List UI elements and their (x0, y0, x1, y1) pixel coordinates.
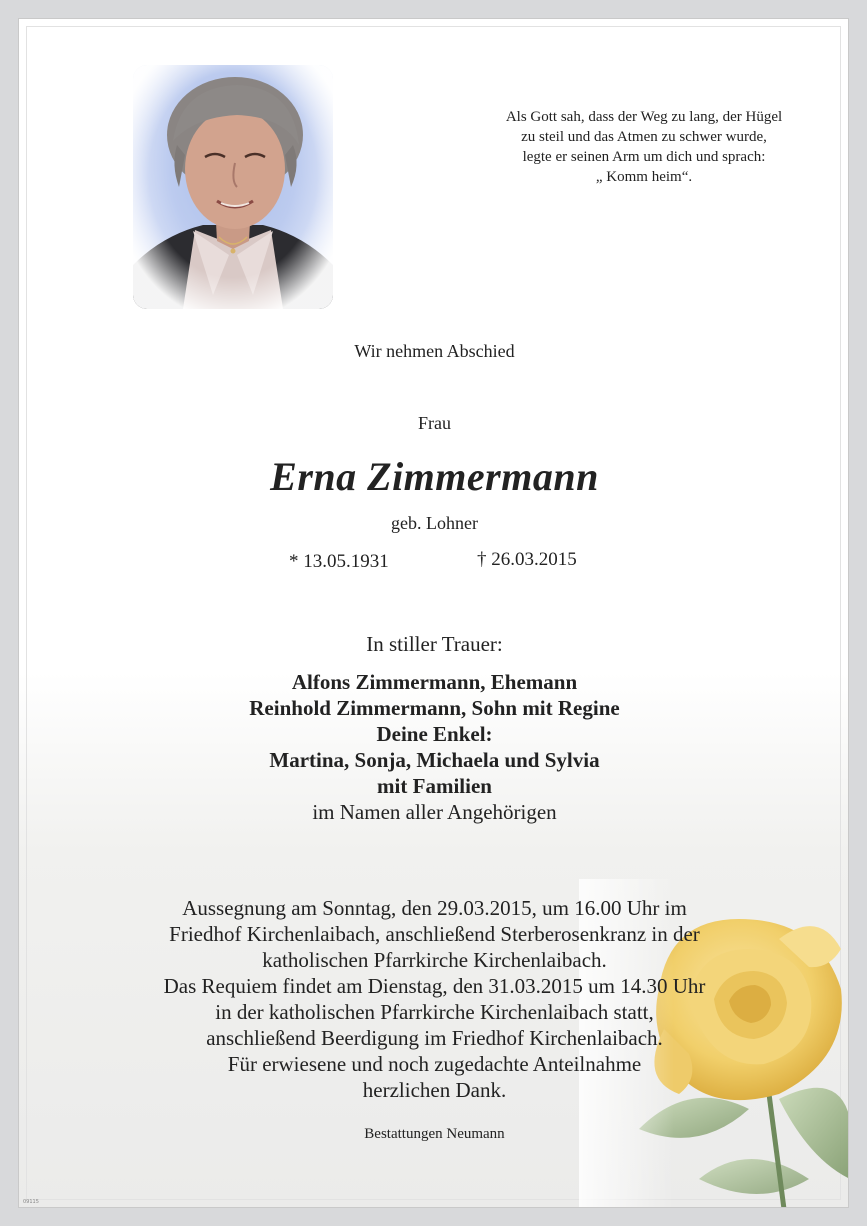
mourner-line: Alfons Zimmermann, Ehemann (291, 670, 578, 694)
mourner-line: Reinhold Zimmermann, Sohn mit Regine (249, 696, 620, 720)
maiden-name: geb. Lohner (391, 513, 478, 533)
footer-code: 09115 (23, 1199, 39, 1205)
service-line: Für erwiesene und noch zugedachte Anteilnahme (227, 1052, 642, 1076)
mourner-line: Martina, Sonja, Michaela und Sylvia (269, 748, 600, 772)
service-line: in der katholischen Pfarrkirche Kirchenlaibach statt, (215, 1000, 654, 1024)
poem (474, 107, 814, 187)
service-details (19, 895, 849, 1103)
service-line: katholischen Pfarrkirche Kirchenlaibach. (262, 948, 607, 972)
portrait-photo (133, 65, 333, 309)
mourners-heading: In stiller Trauer: (366, 632, 503, 656)
poem-line: „ Komm heim“. (595, 169, 693, 185)
honorific: Frau (418, 413, 451, 433)
poem-line: zu steil und das Atmen zu schwer wurde, (521, 129, 767, 145)
birth-date: * 13.05.1931 (289, 551, 389, 572)
poem-line: legte er seinen Arm um dich und sprach: (522, 149, 766, 165)
mourner-line: Deine Enkel: (376, 722, 493, 746)
deceased-name: Erna Zimmermann (270, 454, 599, 499)
poem-line: Als Gott sah, dass der Weg zu lang, der Hügel (505, 109, 783, 125)
intro-text: Wir nehmen Abschied (354, 341, 515, 361)
service-line: Friedhof Kirchenlaibach, anschließend Sterberosenkranz in der (169, 922, 700, 946)
mourner-line: mit Familien (377, 774, 492, 798)
mourners-section (19, 631, 849, 825)
obituary-card (18, 18, 849, 1208)
death-date: † 26.03.2015 (477, 549, 577, 570)
service-line: Das Requiem findet am Dienstag, den 31.03.2015 um 14.30 Uhr (163, 974, 706, 998)
service-line: Aussegnung am Sonntag, den 29.03.2015, um 16.00 Uhr im (182, 896, 687, 920)
service-line: herzlichen Dank. (362, 1078, 507, 1102)
service-line: anschließend Beerdigung im Friedhof Kirchenlaibach. (206, 1026, 663, 1050)
undertaker: Bestattungen Neumann (364, 1126, 505, 1142)
mourners-closing: im Namen aller Angehörigen (312, 800, 557, 824)
